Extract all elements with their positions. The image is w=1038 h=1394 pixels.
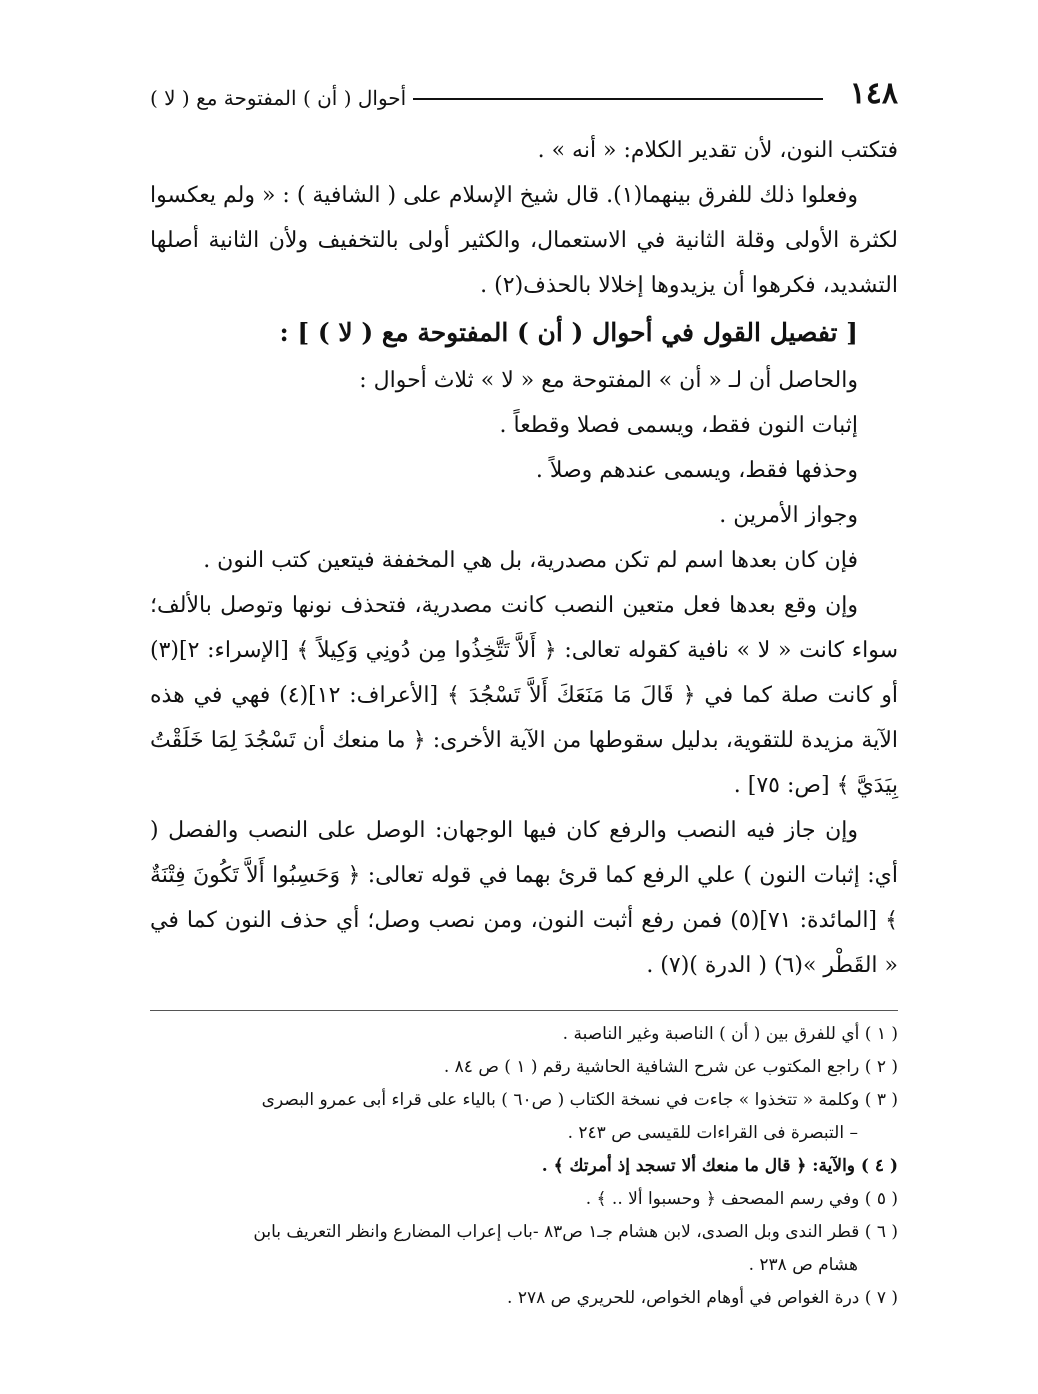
footnote: ( ٣ ) وكلمة « تتخذوا » جاءت في نسخة الكتاب ( ص٦٠ ) بالياء على قراء أبى عمرو البصرى xyxy=(261,1090,898,1110)
footnote: ( ٥ ) وفي رسم المصحف ﴿ وحسبوا ألا .. ﴾ . xyxy=(585,1189,898,1209)
footnote: ( ٧ ) درة الغواص في أوهام الخواص، للحريري ص ٢٧٨ . xyxy=(507,1288,898,1308)
paragraph: فإن كان بعدها اسم لم تكن مصدرية، بل هي المخففة فيتعين كتب النون . xyxy=(203,548,858,573)
paragraph: إثبات النون فقط، ويسمى فصلا وقطعاً . xyxy=(499,413,858,438)
footnote: ( ١ ) أي للفرق بين ( أن ) الناصبة وغير الناصبة . xyxy=(562,1024,898,1044)
footnote-continuation: هشام ص ٢٣٨ . xyxy=(748,1255,858,1275)
main-text xyxy=(150,128,898,988)
paragraph: وجواز الأمرين . xyxy=(719,503,858,528)
paragraph: وفعلوا ذلك للفرق بينهما(١). قال شيخ الإسلام على ( الشافية ) : « ولم يعكسوا لكثرة الأولى وقلة الثانية في الاستعمال، والكثير أولى بالتخفيف ولأن الثانية أصلها التشديد، فكرهوا أن يزيدوها إخلالا بالحذف(٢) . xyxy=(150,183,898,298)
paragraph: والحاصل أن لـ « أن » المفتوحة مع « لا » ثلاث أحوال : xyxy=(359,368,858,393)
paragraph: وحذفها فقط، ويسمى عندهم وصلاً . xyxy=(535,458,858,483)
footnote-divider xyxy=(150,1010,898,1011)
footnote: ( ٤ ) والآية: ﴿ قال ما منعك ألا تسجد إذ أمرتك ﴾ . xyxy=(541,1156,898,1176)
running-title: أحوال ( أن ) المفتوحة مع ( لا ) xyxy=(150,86,407,110)
footnotes xyxy=(150,1018,898,1315)
header-rule xyxy=(413,98,823,100)
page-header xyxy=(150,70,898,114)
footnote: ( ٦ ) قطر الندى وبل الصدى، لابن هشام جـ١ ص٨٣ -باب إعراب المضارع وانظر التعريف بابن xyxy=(253,1222,898,1242)
paragraph: وإن جاز فيه النصب والرفع كان فيها الوجهان: الوصل على النصب والفصل ( أي: إثبات النون ) علي الرفع كما قرئ بهما في قوله تعالى: ﴿ وَحَسِبُوا أَلاَّ تَكُونَ فِتْنَةٌ ﴾ [المائدة: ٧١](٥) فمن رفع أثبت النون، ومن نصب وصل؛ أي حذف النون كما في « القَطْر »(٦) ( الدرة )(٧) . xyxy=(150,818,898,978)
paragraph: وإن وقع بعدها فعل متعين النصب كانت مصدرية، فتحذف نونها وتوصل بالألف؛ سواء كانت « لا » نافية كقوله تعالى: ﴿ أَلاَّ تَتَّخِذُوا مِن دُونِي وَكِيلاً ﴾ [الإسراء: ٢](٣) أو كانت صلة كما في ﴿ قَالَ مَا مَنَعَكَ أَلاَّ تَسْجُدَ ﴾ [الأعراف: ١٢](٤) فهي في هذه الآية مزيدة للتقوية، بدليل سقوطها من الآية الأخرى: ﴿ ما منعك أن تَسْجُدَ لِمَا خَلَقْتُ بِيَدَيَّ ﴾ [ص: ٧٥] . xyxy=(150,593,898,798)
paragraph: فتكتب النون، لأن تقدير الكلام: « أنه » . xyxy=(537,138,898,163)
section-heading: [ تفصيل القول في أحوال ( أن ) المفتوحة مع ( لا ) ] : xyxy=(279,318,858,347)
page-number: ١٤٨ xyxy=(849,76,898,111)
footnote-continuation: – التبصرة فى القراءات للقيسى ص ٢٤٣ . xyxy=(567,1123,858,1143)
footnote: ( ٢ ) راجع المكتوب عن شرح الشافية الحاشية رقم ( ١ ) ص ٨٤ . xyxy=(443,1057,898,1077)
